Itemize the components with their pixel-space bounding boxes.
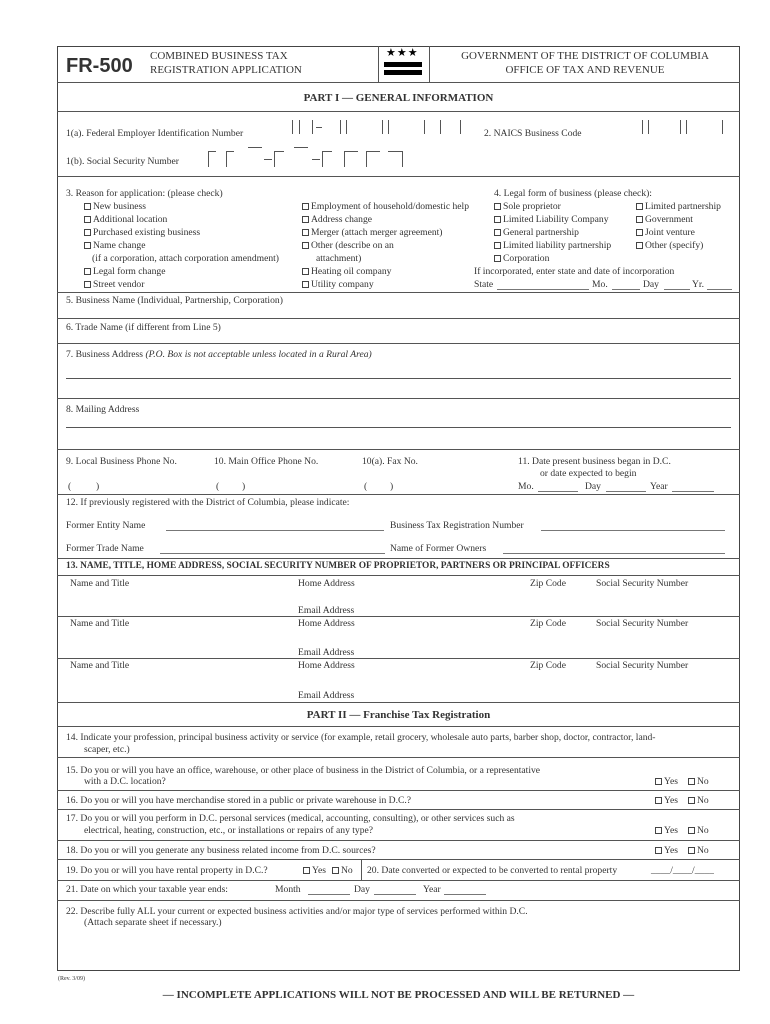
checkbox-icon (494, 242, 501, 249)
legal-joint-venture[interactable]: Joint venture (636, 228, 695, 238)
officer2-input[interactable] (57, 630, 740, 658)
previous-registration-label: 12. If previously registered with the District of Columbia, please indicate: (66, 497, 350, 508)
began-day-label: Day (585, 481, 601, 492)
legal-sole-proprietor[interactable]: Sole proprietor (494, 202, 561, 212)
officer1-ssn-label: Social Security Number (596, 578, 689, 589)
incorp-yr-label: Yr. (692, 279, 704, 290)
dc-flag-bar-icon (384, 70, 422, 75)
local-phone-input[interactable]: ( ) (68, 481, 100, 492)
form-id: FR-500 (66, 55, 133, 77)
rule (57, 859, 740, 860)
form-title-line2: REGISTRATION APPLICATION (150, 64, 302, 76)
checkbox-icon (494, 216, 501, 223)
header-divider (429, 46, 430, 82)
began-day-input[interactable] (606, 491, 646, 492)
rule (57, 702, 740, 703)
trade-name-input[interactable] (57, 334, 740, 343)
rule (57, 757, 740, 758)
q15-line1: 15. Do you or will you have an office, warehouse, or other place of business in the District of Columbia, or a representative (66, 765, 541, 776)
reason-other[interactable]: Other (describe on an (302, 241, 394, 251)
q21-day-label: Day (354, 884, 370, 895)
former-owners-input[interactable] (503, 553, 725, 554)
officer3-home-label: Home Address (298, 660, 355, 671)
part2-title: PART II — Franchise Tax Registration (306, 709, 491, 721)
q22-input[interactable] (57, 930, 740, 970)
checkbox-icon (84, 242, 91, 249)
checkbox-icon (636, 203, 643, 210)
fax-input[interactable]: ( ) (364, 481, 394, 492)
officer2-home-label: Home Address (298, 618, 355, 629)
officer3-zip-label: Zip Code (530, 660, 566, 671)
incorp-day-label: Day (643, 279, 659, 290)
rule (57, 809, 740, 810)
q18-text: 18. Do you or will you generate any business related income from D.C. sources? (66, 845, 376, 856)
reason-attachment: attachment) (316, 253, 362, 264)
rule (57, 880, 740, 881)
btrn-input[interactable] (541, 530, 725, 531)
main-phone-label: 10. Main Office Phone No. (214, 456, 319, 467)
checkbox-icon (655, 797, 662, 804)
rule (57, 398, 740, 399)
checkbox-icon (302, 216, 309, 223)
reason-new-business[interactable]: New business (84, 202, 146, 212)
officer3-name-label: Name and Title (70, 660, 130, 671)
reason-merger[interactable]: Merger (attach merger agreement) (302, 228, 443, 238)
began-mo-input[interactable] (538, 491, 578, 492)
checkbox-icon (302, 281, 309, 288)
rule (57, 616, 740, 617)
reason-utility[interactable]: Utility company (302, 280, 374, 290)
q17-no-checkbox[interactable]: No (688, 826, 709, 836)
rule (57, 176, 740, 177)
legal-government[interactable]: Government (636, 215, 693, 225)
q19-yes-checkbox[interactable]: Yes (303, 866, 326, 876)
officer1-home-label: Home Address (298, 578, 355, 589)
checkbox-icon (84, 203, 91, 210)
incomplete-warning: — INCOMPLETE APPLICATIONS WILL NOT BE PROCESSED AND WILL BE RETURNED — (162, 989, 635, 1001)
checkbox-icon (302, 268, 309, 275)
checkbox-icon (302, 229, 309, 236)
rule (57, 449, 740, 450)
naics-input[interactable] (642, 120, 727, 136)
legal-llc[interactable]: Limited Liability Company (494, 215, 609, 225)
checkbox-icon (688, 827, 695, 834)
reason-name-change[interactable]: Name change (84, 241, 145, 251)
q21-year-label: Year (423, 884, 441, 895)
reason-note: (if a corporation, attach corporation amendment) (92, 253, 279, 264)
naics-label: 2. NAICS Business Code (484, 128, 582, 139)
began-year-input[interactable] (672, 491, 714, 492)
checkbox-icon (302, 203, 309, 210)
date-began-label: 11. Date present business began in D.C. (518, 456, 671, 467)
dc-flag-stars-icon: ★★★ (386, 47, 419, 59)
incorp-mo-input[interactable] (612, 289, 640, 290)
officer3-ssn-label: Social Security Number (596, 660, 689, 671)
reason-legal-form-change[interactable]: Legal form change (84, 267, 165, 277)
business-name-label: 5. Business Name (Individual, Partnership, Corporation) (66, 295, 283, 306)
legal-general-partnership[interactable]: General partnership (494, 228, 579, 238)
q18-yes-checkbox[interactable]: Yes (655, 846, 678, 856)
ssn-label: 1(b). Social Security Number (66, 156, 179, 167)
checkbox-icon (636, 216, 643, 223)
fein-input[interactable] (292, 120, 472, 136)
checkbox-icon (494, 255, 501, 262)
q17-line1: 17. Do you or will you perform in D.C. personal services (medical, accounting, consulting), or other services such as (66, 813, 515, 824)
rule (57, 111, 740, 112)
checkbox-icon (688, 847, 695, 854)
incorporation-label: If incorporated, enter state and date of incorporation (474, 266, 675, 277)
main-phone-input[interactable]: ( ) (216, 481, 246, 492)
q21-month-input[interactable] (308, 894, 350, 895)
checkbox-icon (655, 827, 662, 834)
reason-purchased-business[interactable]: Purchased existing business (84, 228, 200, 238)
agency-line2: OFFICE OF TAX AND REVENUE (505, 64, 665, 76)
q19-no-checkbox[interactable]: No (332, 866, 353, 876)
former-owners-label: Name of Former Owners (390, 543, 487, 554)
q20-date-input[interactable]: ____/____/____ (651, 865, 714, 876)
checkbox-icon (332, 867, 339, 874)
rule (57, 840, 740, 841)
q22-line1: 22. Describe fully ALL your current or expected business activities and/or major type of services performed within D.C. (66, 906, 528, 917)
rule (57, 575, 740, 576)
checkbox-icon (636, 229, 643, 236)
officer1-input[interactable] (57, 590, 740, 616)
reason-street-vendor[interactable]: Street vendor (84, 280, 144, 290)
officer1-zip-label: Zip Code (530, 578, 566, 589)
q17-line2: electrical, heating, construction, etc., or installations or repairs of any type? (84, 825, 374, 836)
q21-year-input[interactable] (444, 894, 486, 895)
business-name-input[interactable] (57, 308, 740, 318)
reason-additional-location[interactable]: Additional location (84, 215, 167, 225)
q15-line2: with a D.C. location? (84, 776, 166, 787)
ssn-input[interactable] (208, 147, 404, 167)
officer2-zip-label: Zip Code (530, 618, 566, 629)
officer1-name-label: Name and Title (70, 578, 130, 589)
reason-title: 3. Reason for application: (please check) (66, 188, 223, 199)
officer2-name-label: Name and Title (70, 618, 130, 629)
officer1-email-label: Email Address (298, 605, 355, 616)
q16-yes-checkbox[interactable]: Yes (655, 796, 678, 806)
legal-corporation[interactable]: Corporation (494, 254, 549, 264)
rule (57, 558, 740, 559)
q19-text: 19. Do you or will you have rental property in D.C.? (66, 865, 268, 876)
began-mo-label: Mo. (518, 481, 534, 492)
trade-name-label: 6. Trade Name (if different from Line 5) (66, 322, 221, 333)
reason-household-help[interactable]: Employment of household/domestic help (302, 202, 469, 212)
rule (57, 658, 740, 659)
officer2-email-label: Email Address (298, 647, 355, 658)
q15-yes-checkbox[interactable]: Yes (655, 777, 678, 787)
incorp-yr-input[interactable] (707, 289, 732, 290)
q21-day-input[interactable] (374, 894, 416, 895)
incorp-state-input[interactable] (497, 289, 589, 290)
officer3-input[interactable] (57, 672, 740, 702)
checkbox-icon (303, 867, 310, 874)
rule (57, 343, 740, 344)
q17-yes-checkbox[interactable]: Yes (655, 826, 678, 836)
checkbox-icon (84, 268, 91, 275)
checkbox-icon (84, 281, 91, 288)
checkbox-icon (688, 797, 695, 804)
business-address-label: 7. Business Address (P.O. Box is not acceptable unless located in a Rural Area) (66, 349, 372, 360)
q18-no-checkbox[interactable]: No (688, 846, 709, 856)
agency-line1: GOVERNMENT OF THE DISTRICT OF COLUMBIA (461, 50, 709, 62)
q19-divider (361, 859, 362, 880)
reason-heating-oil[interactable]: Heating oil company (302, 267, 391, 277)
rule (57, 790, 740, 791)
revision-label: (Rev. 3/09) (58, 976, 85, 982)
dc-flag-bar-icon (384, 62, 422, 67)
checkbox-icon (494, 229, 501, 236)
part1-title: PART I — GENERAL INFORMATION (303, 92, 494, 104)
former-trade-label: Former Trade Name (66, 543, 144, 554)
q20-text: 20. Date converted or expected to be converted to rental property (367, 865, 618, 876)
q14-line2: scaper, etc.) (84, 744, 130, 755)
rule (66, 378, 731, 379)
legal-form-title: 4. Legal form of business (please check): (494, 188, 652, 199)
checkbox-icon (84, 216, 91, 223)
date-expected-label: or date expected to begin (540, 468, 637, 479)
began-year-label: Year (650, 481, 668, 492)
business-address-input[interactable] (57, 362, 740, 378)
officers-title: 13. NAME, TITLE, HOME ADDRESS, SOCIAL SECURITY NUMBER OF PROPRIETOR, PARTNERS OR PRINCIPAL OFFICERS (66, 561, 610, 571)
q16-no-checkbox[interactable]: No (688, 796, 709, 806)
rule (66, 427, 731, 428)
checkbox-icon (655, 778, 662, 785)
checkbox-icon (494, 203, 501, 210)
q14-line1: 14. Indicate your profession, principal business activity or service (for example, retail grocery, wholesale auto parts, barber shop, doctor, contractor, land- (66, 732, 656, 743)
q15-no-checkbox[interactable]: No (688, 777, 709, 787)
checkbox-icon (688, 778, 695, 785)
checkbox-icon (302, 242, 309, 249)
checkbox-icon (655, 847, 662, 854)
checkbox-icon (84, 229, 91, 236)
former-trade-input[interactable] (160, 553, 385, 554)
rule (57, 900, 740, 901)
q21-month-label: Month (275, 884, 301, 895)
fein-label: 1(a). Federal Employer Identification Number (66, 128, 244, 139)
legal-llp[interactable]: Limited liability partnership (494, 241, 611, 251)
local-phone-label: 9. Local Business Phone No. (66, 456, 177, 467)
rule (57, 82, 740, 83)
rule (57, 318, 740, 319)
rule (57, 292, 740, 293)
legal-limited-partnership[interactable]: Limited partnership (636, 202, 721, 212)
rule (57, 726, 740, 727)
q22-line2: (Attach separate sheet if necessary.) (84, 917, 222, 928)
legal-other[interactable]: Other (specify) (636, 241, 703, 251)
form-title-line1: COMBINED BUSINESS TAX (150, 50, 288, 62)
incorp-mo-label: Mo. (592, 279, 608, 290)
officer3-email-label: Email Address (298, 690, 355, 701)
header-divider (378, 46, 379, 82)
mailing-address-input[interactable] (57, 417, 740, 427)
q16-text: 16. Do you or will you have merchandise stored in a public or private warehouse in D.C.? (66, 795, 412, 806)
reason-address-change[interactable]: Address change (302, 215, 372, 225)
former-entity-input[interactable] (166, 530, 384, 531)
q21-text: 21. Date on which your taxable year ends: (66, 884, 228, 895)
rule (57, 494, 740, 495)
btrn-label: Business Tax Registration Number (390, 520, 524, 531)
checkbox-icon (636, 242, 643, 249)
incorp-state-label: State (474, 279, 494, 290)
officer2-ssn-label: Social Security Number (596, 618, 689, 629)
mailing-address-label: 8. Mailing Address (66, 404, 140, 415)
fax-label: 10(a). Fax No. (362, 456, 418, 467)
incorp-day-input[interactable] (664, 289, 690, 290)
former-entity-label: Former Entity Name (66, 520, 146, 531)
